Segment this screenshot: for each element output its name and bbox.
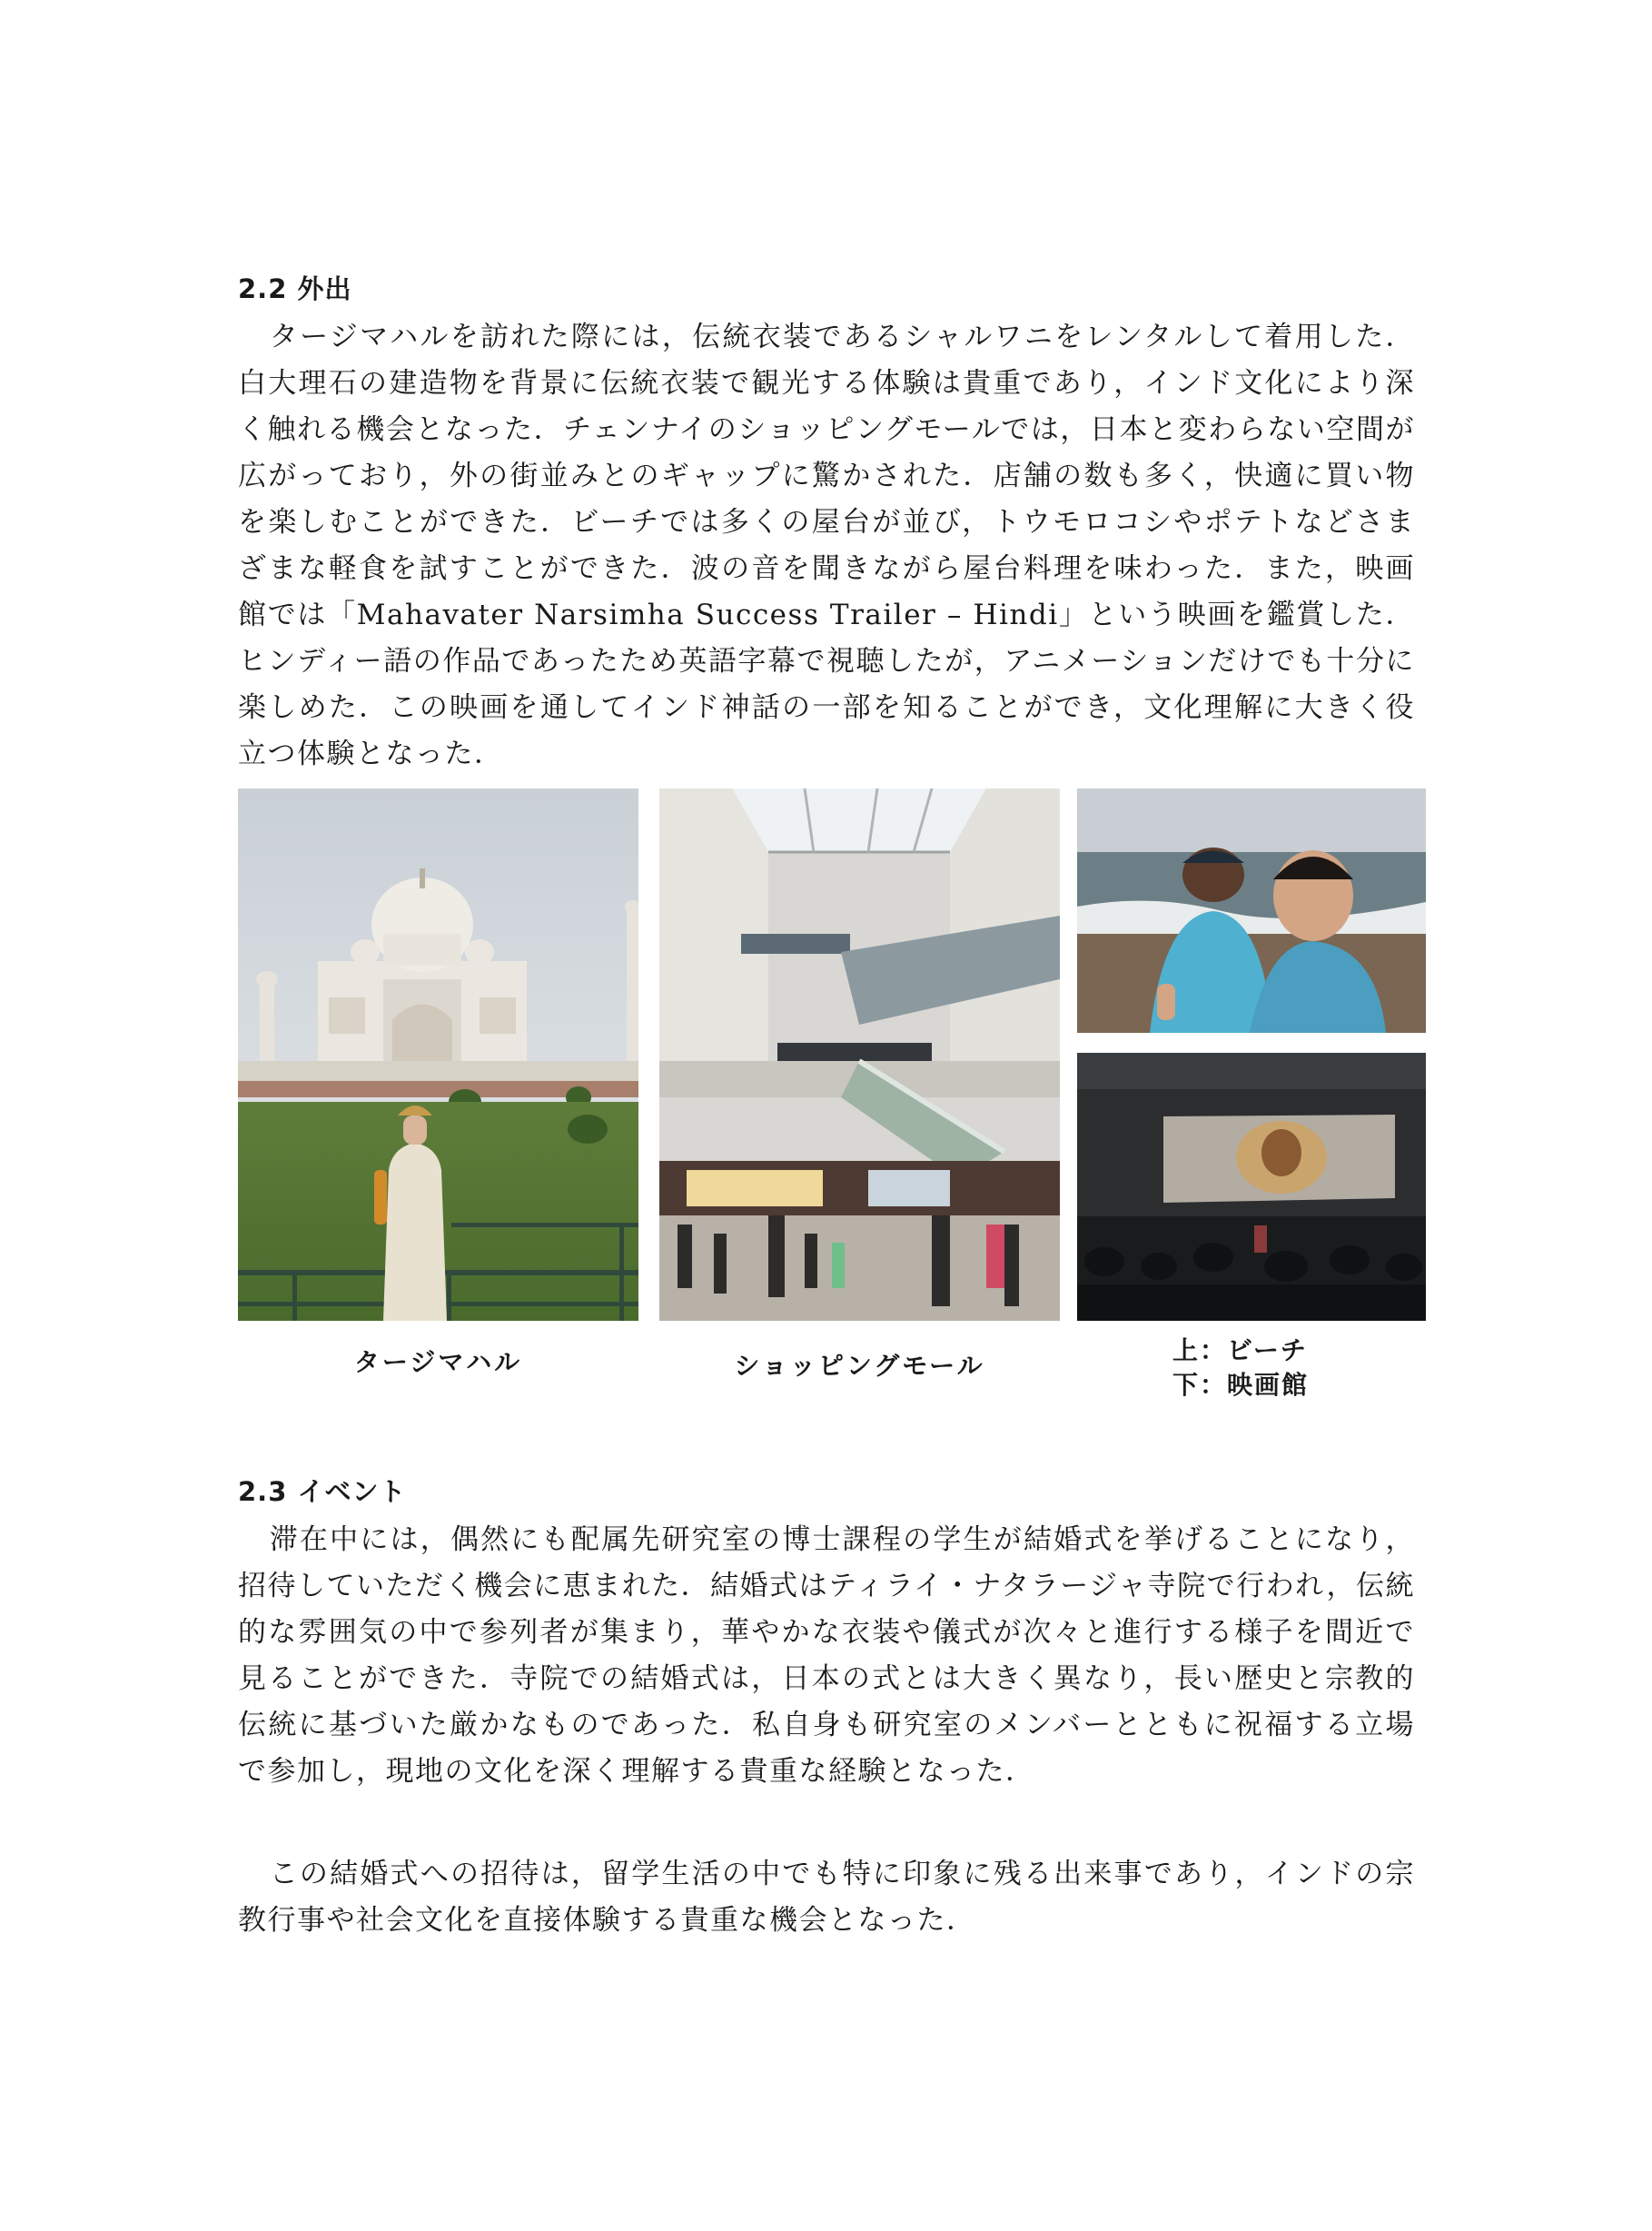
taj-mahal-photo [238, 788, 638, 1321]
paragraph-event-2-text: この結婚式への招待は，留学生活の中でも特に印象に残る出来事であり，インドの宗教行事や社会文化を直接体験する貴重な機会となった． [238, 1858, 1415, 1937]
shopping-mall-photo [659, 788, 1060, 1321]
shopping-mall-caption: ショッピングモール [734, 1351, 985, 1381]
cinema-caption: 下：映画館 [1172, 1370, 1310, 1400]
cinema-photo [1077, 1053, 1426, 1321]
taj-mahal-caption: タージマハル [353, 1347, 523, 1377]
section-heading-event: 2.3 イベント [238, 1476, 407, 1507]
paragraph-outing-text: タージマハルを訪れた際には，伝統衣装であるシャルワニをレンタルして着用した．白大理石の建造物を背景に伝統衣装で観光する体験は貴重であり，インド文化により深く触れる機会となった．チェンナイのショッピングモールでは，日本と変わらない空間が広がっており，外の街並みとのギャップに驚かされた．店舗の数も多く，快適に買い物を楽しむことができた．ビーチでは多くの屋台が並び，トウモロコシやポテトなどさまざまな軽食を試すことができた．波の音を聞きながら屋台料理を味わった．また，映画館では「Mahavater Narsimha Success Trailer – Hindi」という映画を鑑賞した．ヒンディー語の作品であったため英語字幕で視聴したが，アニメーションだけでも十分に楽しめた．この映画を通してインド神話の一部を知ることができ，文化理解に大きく役立つ体験となった． [238, 321, 1415, 770]
beach-photo [1077, 788, 1426, 1033]
paragraph-event-2 [238, 1851, 1415, 1944]
paragraph-event-1 [238, 1517, 1415, 1795]
paragraph-outing [238, 314, 1415, 778]
beach-caption: 上：ビーチ [1172, 1335, 1308, 1365]
paragraph-event-1-text: 滞在中には，偶然にも配属先研究室の博士課程の学生が結婚式を挙げることになり，招待していただく機会に恵まれた．結婚式はティライ・ナタラージャ寺院で行われ，伝統的な雰囲気の中で参列者が集まり，華やかな衣装や儀式が次々と進行する様子を間近で見ることができた．寺院での結婚式は，日本の式とは大きく異なり，長い歴史と宗教的伝統に基づいた厳かなものであった．私自身も研究室のメンバーとともに祝福する立場で参加し，現地の文化を深く理解する貴重な経験となった． [238, 1523, 1415, 1788]
beach-cinema-caption [1172, 1334, 1309, 1403]
section-heading-outing: 2.2 外出 [238, 273, 352, 304]
